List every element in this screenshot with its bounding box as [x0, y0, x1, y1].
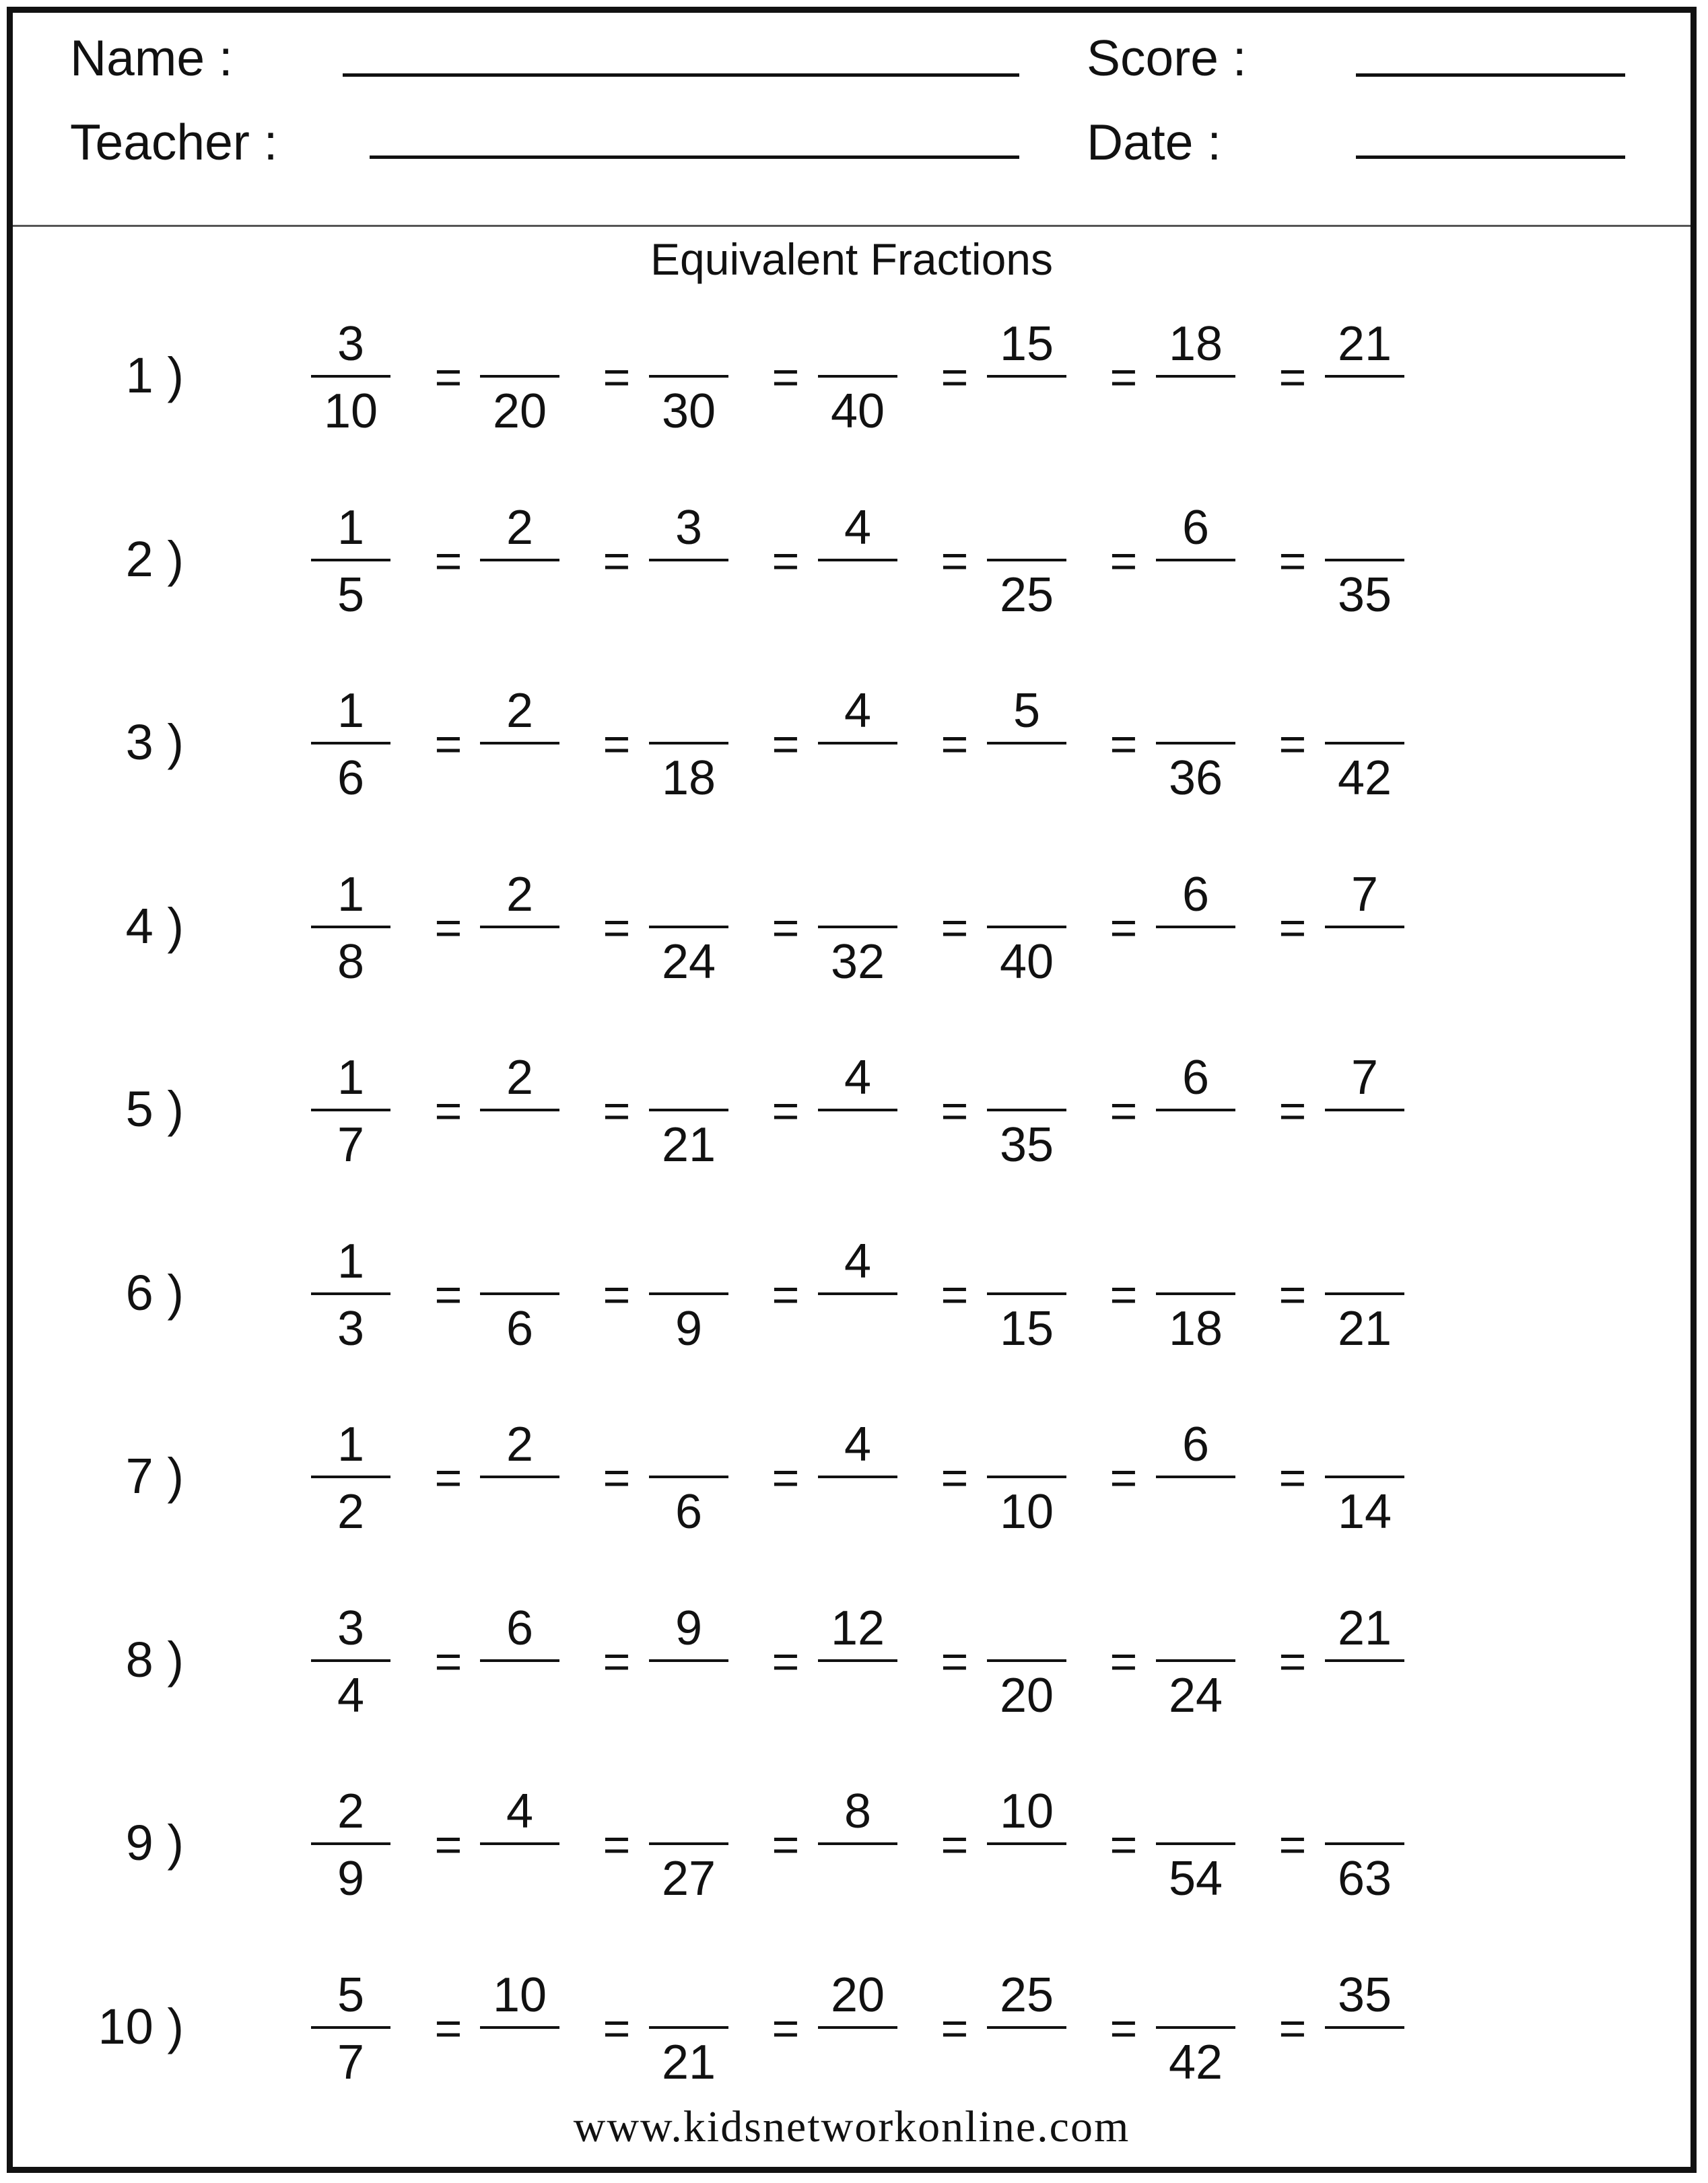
equals-sign: =: [434, 2001, 463, 2054]
equals-sign: =: [434, 351, 463, 403]
denominator: 63: [1337, 1852, 1392, 1906]
fraction-bar: [987, 1476, 1066, 1478]
fraction-bar: [649, 559, 728, 561]
equals-sign: =: [1278, 1818, 1307, 1871]
numerator: 2: [506, 684, 534, 738]
equals-sign: =: [434, 1634, 463, 1688]
fraction-bar: [1156, 1842, 1235, 1845]
denominator: 7: [337, 1118, 365, 1172]
denominator: 35: [1337, 567, 1392, 622]
fraction-bar: [1325, 375, 1404, 378]
denominator: 42: [1168, 2035, 1223, 2089]
numerator: 6: [1182, 1418, 1210, 1471]
denominator: 32: [830, 934, 885, 989]
equals-sign: =: [1109, 718, 1138, 770]
equals-sign: =: [772, 351, 800, 403]
fraction-bar: [649, 742, 728, 744]
denominator: 10: [323, 384, 378, 438]
equals-sign: =: [1278, 1451, 1307, 1504]
fraction-bar: [311, 1476, 390, 1478]
fraction-bar: [987, 2026, 1066, 2029]
fraction-bar: [311, 1659, 390, 1662]
denominator: 9: [337, 1852, 365, 1906]
equals-sign: =: [603, 351, 631, 403]
fraction-bar: [818, 1109, 897, 1111]
problem-number: 4 ): [125, 897, 184, 954]
denominator: 24: [1168, 1668, 1223, 1723]
numerator: 4: [844, 1051, 872, 1105]
worksheet-title: Equivalent Fractions: [650, 234, 1053, 284]
equals-sign: =: [1109, 1084, 1138, 1137]
fraction-bar: [1325, 1109, 1404, 1111]
equals-sign: =: [772, 1451, 800, 1504]
equals-sign: =: [1109, 1818, 1138, 1871]
footer-url: www.kidsnetworkonline.com: [573, 2102, 1130, 2151]
numerator: 7: [1351, 1051, 1379, 1105]
numerator: 4: [844, 500, 872, 555]
equals-sign: =: [941, 1634, 969, 1688]
equals-sign: =: [1109, 901, 1138, 954]
numerator: 3: [337, 1601, 365, 1655]
denominator: 7: [337, 2035, 365, 2089]
problem-number: 8 ): [125, 1631, 184, 1688]
equals-sign: =: [772, 718, 800, 770]
score-line: [1356, 73, 1625, 77]
equals-sign: =: [434, 1818, 463, 1871]
denominator: 27: [661, 1852, 716, 1906]
fraction-bar: [649, 2026, 728, 2029]
denominator: 21: [1337, 1301, 1392, 1356]
denominator: 42: [1337, 751, 1392, 805]
fraction-bar: [480, 559, 559, 561]
problem-number: 6 ): [125, 1264, 184, 1321]
numerator: 7: [1351, 867, 1379, 922]
equals-sign: =: [772, 901, 800, 954]
problem-number: 10 ): [98, 1998, 184, 2054]
fraction-bar: [818, 559, 897, 561]
equals-sign: =: [941, 1818, 969, 1871]
numerator: 2: [506, 1418, 534, 1471]
equals-sign: =: [1278, 534, 1307, 587]
fraction-bar: [1325, 1659, 1404, 1662]
fraction-bar: [1325, 742, 1404, 744]
denominator: 36: [1168, 751, 1223, 805]
denominator: 6: [675, 1485, 703, 1539]
problem-row: [13, 1967, 1703, 2102]
fraction-bar: [649, 926, 728, 928]
name-line: [343, 73, 1019, 77]
equals-sign: =: [941, 901, 969, 954]
fraction-bar: [480, 926, 559, 928]
numerator: 21: [1337, 317, 1392, 371]
numerator: 10: [999, 1784, 1054, 1838]
equals-sign: =: [941, 1451, 969, 1504]
denominator: 5: [337, 567, 365, 622]
fraction-bar: [480, 1659, 559, 1662]
problem-number: 7 ): [125, 1448, 184, 1504]
numerator: 5: [337, 1968, 365, 2022]
numerator: 3: [675, 500, 703, 555]
equals-sign: =: [434, 901, 463, 954]
numerator: 4: [506, 1784, 534, 1838]
equals-sign: =: [603, 1451, 631, 1504]
fraction-bar: [818, 375, 897, 378]
numerator: 6: [1182, 867, 1210, 922]
numerator: 4: [844, 1418, 872, 1471]
numerator: 1: [337, 1234, 365, 1288]
equals-sign: =: [772, 1634, 800, 1688]
equals-sign: =: [1109, 1634, 1138, 1688]
equals-sign: =: [1278, 1634, 1307, 1688]
fraction-bar: [1156, 926, 1235, 928]
fraction-bar: [987, 742, 1066, 744]
fraction-bar: [311, 1292, 390, 1295]
numerator: 6: [1182, 1051, 1210, 1105]
fraction-bar: [818, 1659, 897, 1662]
fraction-bar: [649, 1476, 728, 1478]
fraction-bar: [1325, 1476, 1404, 1478]
equals-sign: =: [1278, 1268, 1307, 1321]
numerator: 21: [1337, 1601, 1392, 1655]
numerator: 2: [506, 1051, 534, 1105]
equals-sign: =: [941, 534, 969, 587]
fraction-bar: [1325, 559, 1404, 561]
equals-sign: =: [1109, 1268, 1138, 1321]
numerator: 12: [830, 1601, 885, 1655]
fraction-bar: [311, 375, 390, 378]
equals-sign: =: [1109, 534, 1138, 587]
fraction-bar: [818, 926, 897, 928]
numerator: 4: [844, 684, 872, 738]
numerator: 6: [1182, 500, 1210, 555]
denominator: 24: [661, 934, 716, 989]
date-line: [1356, 155, 1625, 159]
equals-sign: =: [772, 1084, 800, 1137]
denominator: 40: [830, 384, 885, 438]
fraction-bar: [987, 1292, 1066, 1295]
numerator: 9: [675, 1601, 703, 1655]
denominator: 18: [1168, 1301, 1223, 1356]
equals-sign: =: [1278, 1084, 1307, 1137]
name-label: Name :: [70, 30, 233, 86]
equals-sign: =: [434, 534, 463, 587]
problem-row: [13, 1783, 1703, 1918]
fraction-bar: [1325, 1842, 1404, 1845]
fraction-bar: [480, 1476, 559, 1478]
denominator: 35: [999, 1118, 1054, 1172]
fraction-bar: [987, 559, 1066, 561]
denominator: 6: [506, 1301, 534, 1356]
numerator: 10: [492, 1968, 547, 2022]
fraction-bar: [311, 1842, 390, 1845]
fraction-bar: [311, 742, 390, 744]
problem-row: [13, 1233, 1703, 1368]
fraction-bar: [311, 926, 390, 928]
numerator: 8: [844, 1784, 872, 1838]
equals-sign: =: [603, 534, 631, 587]
denominator: 21: [661, 1118, 716, 1172]
equals-sign: =: [772, 1268, 800, 1321]
fraction-bar: [480, 1109, 559, 1111]
equals-sign: =: [603, 1634, 631, 1688]
denominator: 20: [999, 1668, 1054, 1723]
equals-sign: =: [941, 718, 969, 770]
denominator: 15: [999, 1301, 1054, 1356]
denominator: 21: [661, 2035, 716, 2089]
equals-sign: =: [772, 1818, 800, 1871]
fraction-bar: [649, 1292, 728, 1295]
numerator: 2: [337, 1784, 365, 1838]
numerator: 3: [337, 317, 365, 371]
teacher-label: Teacher :: [70, 114, 278, 170]
fraction-bar: [987, 375, 1066, 378]
numerator: 18: [1168, 317, 1223, 371]
fraction-bar: [480, 375, 559, 378]
denominator: 14: [1337, 1485, 1392, 1539]
denominator: 30: [661, 384, 716, 438]
denominator: 54: [1168, 1852, 1223, 1906]
numerator: 2: [506, 867, 534, 922]
fraction-bar: [1325, 2026, 1404, 2029]
equals-sign: =: [1278, 718, 1307, 770]
denominator: 3: [337, 1301, 365, 1356]
numerator: 5: [1013, 684, 1041, 738]
equals-sign: =: [1278, 901, 1307, 954]
equals-sign: =: [941, 351, 969, 403]
fraction-bar: [649, 1842, 728, 1845]
numerator: 1: [337, 1418, 365, 1471]
numerator: 1: [337, 1051, 365, 1105]
numerator: 1: [337, 500, 365, 555]
equals-sign: =: [603, 901, 631, 954]
problem-number: 3 ): [125, 714, 184, 770]
fraction-bar: [987, 1109, 1066, 1111]
fraction-bar: [818, 1842, 897, 1845]
problem-number: 2 ): [125, 530, 184, 587]
problem-number: 5 ): [125, 1081, 184, 1137]
fraction-bar: [480, 2026, 559, 2029]
equals-sign: =: [603, 1084, 631, 1137]
numerator: 1: [337, 684, 365, 738]
problem-row: [13, 1600, 1703, 1735]
equals-sign: =: [772, 2001, 800, 2054]
fraction-bar: [649, 1109, 728, 1111]
equals-sign: =: [603, 718, 631, 770]
fraction-bar: [480, 1842, 559, 1845]
fraction-bar: [311, 2026, 390, 2029]
fraction-bar: [649, 1659, 728, 1662]
problem-row: [13, 1416, 1703, 1551]
numerator: 4: [844, 1234, 872, 1288]
equals-sign: =: [1109, 351, 1138, 403]
problem-row: [13, 499, 1703, 634]
fraction-bar: [1156, 559, 1235, 561]
fraction-bar: [987, 1659, 1066, 1662]
fraction-bar: [1156, 1659, 1235, 1662]
fraction-bar: [311, 559, 390, 561]
denominator: 40: [999, 934, 1054, 989]
problem-number: 9 ): [125, 1815, 184, 1871]
equals-sign: =: [603, 1268, 631, 1321]
denominator: 4: [337, 1668, 365, 1723]
equals-sign: =: [434, 718, 463, 770]
numerator: 20: [830, 1968, 885, 2022]
numerator: 35: [1337, 1968, 1392, 2022]
denominator: 20: [492, 384, 547, 438]
numerator: 6: [506, 1601, 534, 1655]
numerator: 15: [999, 317, 1054, 371]
fraction-bar: [1156, 1292, 1235, 1295]
equals-sign: =: [941, 2001, 969, 2054]
equals-sign: =: [1109, 1451, 1138, 1504]
fraction-bar: [480, 742, 559, 744]
equals-sign: =: [1109, 2001, 1138, 2054]
problem-row: [13, 866, 1703, 1001]
fraction-bar: [818, 1476, 897, 1478]
equals-sign: =: [434, 1451, 463, 1504]
fraction-bar: [818, 742, 897, 744]
denominator: 18: [661, 751, 716, 805]
header-divider: [13, 225, 1690, 227]
numerator: 2: [506, 500, 534, 555]
fraction-bar: [1156, 742, 1235, 744]
fraction-bar: [1156, 1109, 1235, 1111]
fraction-bar: [1156, 2026, 1235, 2029]
equals-sign: =: [772, 534, 800, 587]
equals-sign: =: [603, 1818, 631, 1871]
problem-row: [13, 316, 1703, 450]
numerator: 1: [337, 867, 365, 922]
fraction-bar: [311, 1109, 390, 1111]
fraction-bar: [818, 1292, 897, 1295]
equals-sign: =: [1278, 2001, 1307, 2054]
equals-sign: =: [941, 1084, 969, 1137]
fraction-bar: [649, 375, 728, 378]
equals-sign: =: [434, 1268, 463, 1321]
date-label: Date :: [1087, 114, 1222, 170]
problem-row: [13, 1049, 1703, 1184]
denominator: 25: [999, 567, 1054, 622]
fraction-bar: [1325, 1292, 1404, 1295]
problem-number: 1 ): [125, 347, 184, 403]
denominator: 2: [337, 1485, 365, 1539]
equals-sign: =: [941, 1268, 969, 1321]
denominator: 10: [999, 1485, 1054, 1539]
problem-row: [13, 683, 1703, 817]
fraction-bar: [1325, 926, 1404, 928]
teacher-line: [370, 155, 1019, 159]
fraction-bar: [987, 926, 1066, 928]
fraction-bar: [1156, 1476, 1235, 1478]
fraction-bar: [818, 2026, 897, 2029]
score-label: Score :: [1087, 30, 1247, 86]
equals-sign: =: [434, 1084, 463, 1137]
equals-sign: =: [1278, 351, 1307, 403]
worksheet: [7, 7, 1697, 2173]
fraction-bar: [1156, 375, 1235, 378]
denominator: 9: [675, 1301, 703, 1356]
denominator: 8: [337, 934, 365, 989]
numerator: 25: [999, 1968, 1054, 2022]
equals-sign: =: [603, 2001, 631, 2054]
fraction-bar: [987, 1842, 1066, 1845]
denominator: 6: [337, 751, 365, 805]
fraction-bar: [480, 1292, 559, 1295]
